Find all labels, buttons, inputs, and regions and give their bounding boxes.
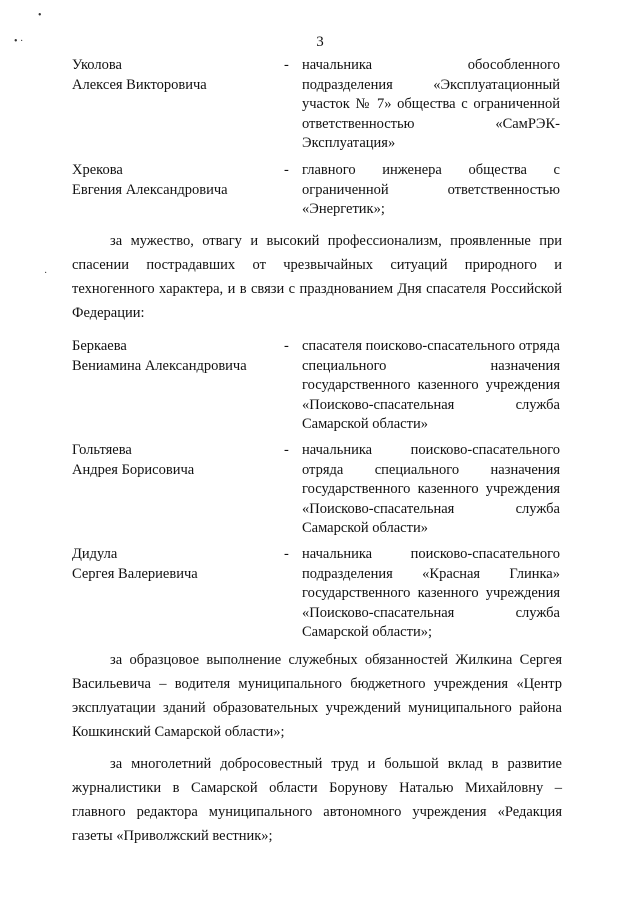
entry-dash: - [284,546,289,562]
margin-mark: · [44,268,48,279]
awardee-given-names: Сергея Валериевича [72,565,198,582]
awardee-name [72,337,277,376]
awardee-position: начальника поисково-спасательного подразделения «Красная Глинка» государственного казенного учреждения «Поисково-спасательная служба Самарской области»; [302,546,560,640]
awardee-position: главного инженера общества с ограниченной ответственностью «Энергетик»; [302,162,560,217]
entry-dash: - [284,442,289,458]
awardee-surname: Беркаева [72,338,127,354]
award-reason-paragraph: за мужество, отвагу и высокий профессионализм, проявленные при спасении пострадавших от чрезвычайных ситуаций природного и техногенного характера, и в связи с празднованием Дня спасателя Российской Федерации: [72,233,562,321]
awardee-given-names: Вениамина Александровича [72,357,247,374]
award-reason-paragraph: за образцовое выполнение служебных обязанностей Жилкина Сергея Васильевича – водителя муниципального бюджетного учреждения «Центр эксплуатации зданий образовательных учреждений муниципального района Кошкинский Самарской области»; [72,652,562,740]
awardee-given-names: Евгения Александровича [72,181,228,198]
awardee-name [72,161,277,200]
awardee-name [72,56,277,95]
awardee-position: спасателя поисково-спасательного отряда специального назначения государственного казенного учреждения «Поисково-спасательная служба Самарской области» [302,338,560,432]
page-number: 3 [316,34,324,50]
awardee-position: начальника обособленного подразделения «Эксплуатационный участок № 7» общества с ограниченной ответственностью «СамРЭК-Эксплуатация» [302,57,560,151]
margin-mark: • · [14,36,24,47]
awardee-surname: Гольтяева [72,442,132,458]
awardee-name [72,545,277,584]
entry-dash: - [284,162,289,178]
award-reason-paragraph: за многолетний добросовестный труд и большой вклад в развитие журналистики в Самарской области Борунову Наталью Михайловну – главного редактора муниципального автономного учреждения «Редакция газеты «Приволжский вестник»; [72,756,562,844]
margin-mark: • [38,10,42,21]
entry-dash: - [284,57,289,73]
entry-dash: - [284,338,289,354]
awardee-name [72,441,277,480]
awardee-given-names: Алексея Викторовича [72,76,207,93]
awardee-surname: Уколова [72,57,122,73]
awardee-surname: Хрекова [72,162,123,178]
awardee-given-names: Андрея Борисовича [72,461,195,478]
awardee-surname: Дидула [72,546,118,562]
awardee-position: начальника поисково-спасательного отряда специального назначения государственного казенного учреждения «Поисково-спасательная служба Самарской области» [302,442,560,536]
